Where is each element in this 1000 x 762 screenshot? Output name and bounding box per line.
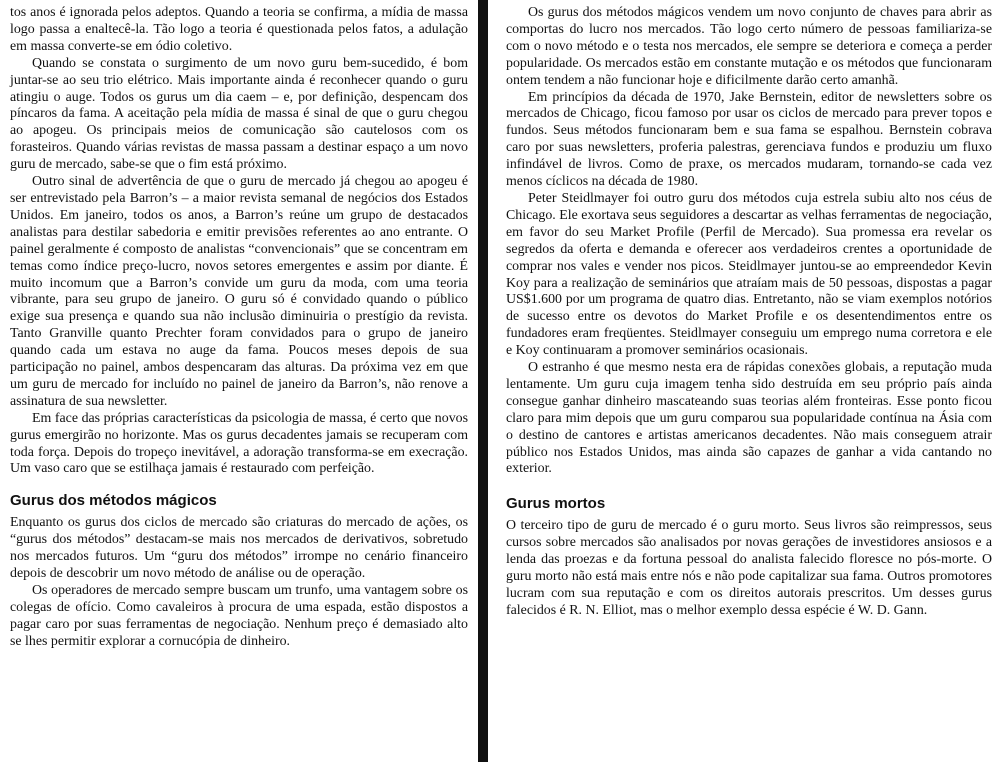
section-heading: Gurus dos métodos mágicos [10,492,217,510]
paragraph: Os gurus dos métodos mágicos vendem um novo conjunto de chaves para abrir as comportas do lucro nos mercados. Tão logo certo número de pessoas familiariza-se com o novo método e o testa nos mercados, ele sempre se deteriora e começa a perder popularidade. Os mercados estão em constante mutação e os métodos que funcionaram ontem tendem a não funcionar hoje e dificilmente darão certo amanhã. [506,5,992,88]
paragraph: Em face das próprias características da psicologia de massa, é certo que novos gurus emergirão no horizonte. Mas os gurus decadentes jamais se recuperam com toda força. Depois do tropeço inevitável, a adoração transforma-se em execração. Um vaso caro que se estilhaça jamais é restaurado com perfeição. [10,410,468,477]
right-page [488,0,1000,762]
paragraph: Outro sinal de advertência de que o guru de mercado já chegou ao apogeu é ser entrevistado pela Barron’s – a maior revista semanal de negócios dos Estados Unidos. Em janeiro, todos os anos, a Barron’s reúne um grupo de destacados analistas para destilar sabedoria e emitir previsões referentes ao ano entrante. O painel geralmente é composto de analistas “convencionais” que se concentram em temas como índice preço-lucro, novos setores emergentes e assim por diante. É muito incomum que a Barron’s convide um guru da moda, com uma teoria vibrante, para seu grupo de janeiro. O guru só é convidado quando o público exige sua presença e quando sua não inclusão diminuiria o prestígio da revista. Tanto Granville quanto Prechter foram convidados para o grupo de janeiro quando cada um estava no auge da fama. Poucos meses depois de sua participação no painel, ambos despencaram das alturas. Da próxima vez em que um guru de mercado for incluído no painel de janeiro da Barron’s, não renove a assinatura de sua newsletter. [10,174,468,409]
paragraph: tos anos é ignorada pelos adeptos. Quando a teoria se confirma, a mídia de massa logo passa a enaltecê-la. Tão logo a teoria é questionada pelos fatos, a adulação em massa converte-se em ódio coletivo. [10,5,468,54]
paragraph: Os operadores de mercado sempre buscam um trunfo, uma vantagem sobre os colegas de ofício. Como cavaleiros à procura de uma espada, estão dispostos a pagar caro por suas ferramentas de negociação. Nenhum preço é demasiado alto se lhes permitir explorar a cornucópia de dinheiro. [10,583,468,649]
paragraph: Quando se constata o surgimento de um novo guru bem-sucedido, é bom juntar-se ao seu trio elétrico. Mais importante ainda é reconhecer quando o guru atingiu o auge. Todos os gurus um dia caem – e, por definição, despencam dos píncaros da fama. A aceitação pela mídia de massa é sinal de que o guru chegou ao apogeu. Os principais meios de comunicação são cautelosos com os forasteiros. Quando várias revistas de massa passam a destinar espaço a um novo guru de mercado, sabe-se que o fim está próximo. [10,55,468,173]
book-gutter [478,0,488,762]
paragraph: O terceiro tipo de guru de mercado é o guru morto. Seus livros são reimpressos, seus cursos sobre mercados são analisados por novas gerações de investidores ansiosos e a lenda das proezas e da fortuna pessoal do analista falecido floresce no pós-morte. O guru morto não está mais entre nós e não pode capitalizar sua fama. Outros promotores lucram com sua reputação e com os direitos autorais prescritos. Um desses gurus falecidos é R. N. Elliot, mas o melhor exemplo dessa espécie é W. D. Gann. [506,518,992,618]
paragraph: Peter Steidlmayer foi outro guru dos métodos cuja estrela subiu alto nos céus de Chicago. Ele exortava seus seguidores a descartar as velhas ferramentas de negociação, em favor do seu Market Profile (Perfil de Mercado). Sua promessa era revelar os segredos da oferta e demanda e oferecer aos verdadeiros crentes a oportunidade de comprar nos vales e vender nos picos. Steidlmayer juntou-se ao empreendedor Kevin Koy para a realização de seminários que atraíam mais de 50 pessoas, dispostas a pagar US$1.600 por um programa de quatro dias. Entretanto, não se viam exemplos notórios de sucesso entre os devotos do Market Profile e os desentendimentos entre os fundadores eram freqüentes. Steidlmayer conseguiu um emprego numa corretora e ele e Koy continuaram a promover seminários ocasionais. [506,190,992,359]
paragraph: Enquanto os gurus dos ciclos de mercado são criaturas do mercado de ações, os “gurus dos métodos” destacam-se mais nos mercados de derivativos, sobretudo nos mercados futuros. Um “guru dos métodos” irrompe no cenário financeiro depois de descobrir um novo método de análise ou de operação. [10,515,468,582]
paragraph: O estranho é que mesmo nesta era de rápidas conexões globais, a reputação muda lentamente. Um guru cuja imagem tenha sido destruída em seu próprio país ainda consegue ganhar dinheiro mascateando suas teorias além fronteiras. Esse ponto ficou claro para mim depois que um guru comparou sua popularidade contínua na Ásia com o destino de cantores e artistas americanos decadentes. Não mais conseguem atrair público nos Estados Unidos, mas ainda são capazes de ganhar a vida cantando no exterior. [506,360,992,477]
section-heading: Gurus mortos [506,495,606,513]
left-page [0,0,478,762]
paragraph: Em princípios da década de 1970, Jake Bernstein, editor de newsletters sobre os mercados de Chicago, ficou famoso por usar os ciclos de mercado para prever topos e fundos. Seus métodos funcionaram bem e sua fama se espalhou. Bernstein cobrava caro por suas newsletters, proferia palestras, gerenciava fundos e produziu um fluxo infindável de livros. Como de praxe, os mercados mudaram, tornando-se cada vez menos cíclicos na década de 1980. [506,89,992,190]
